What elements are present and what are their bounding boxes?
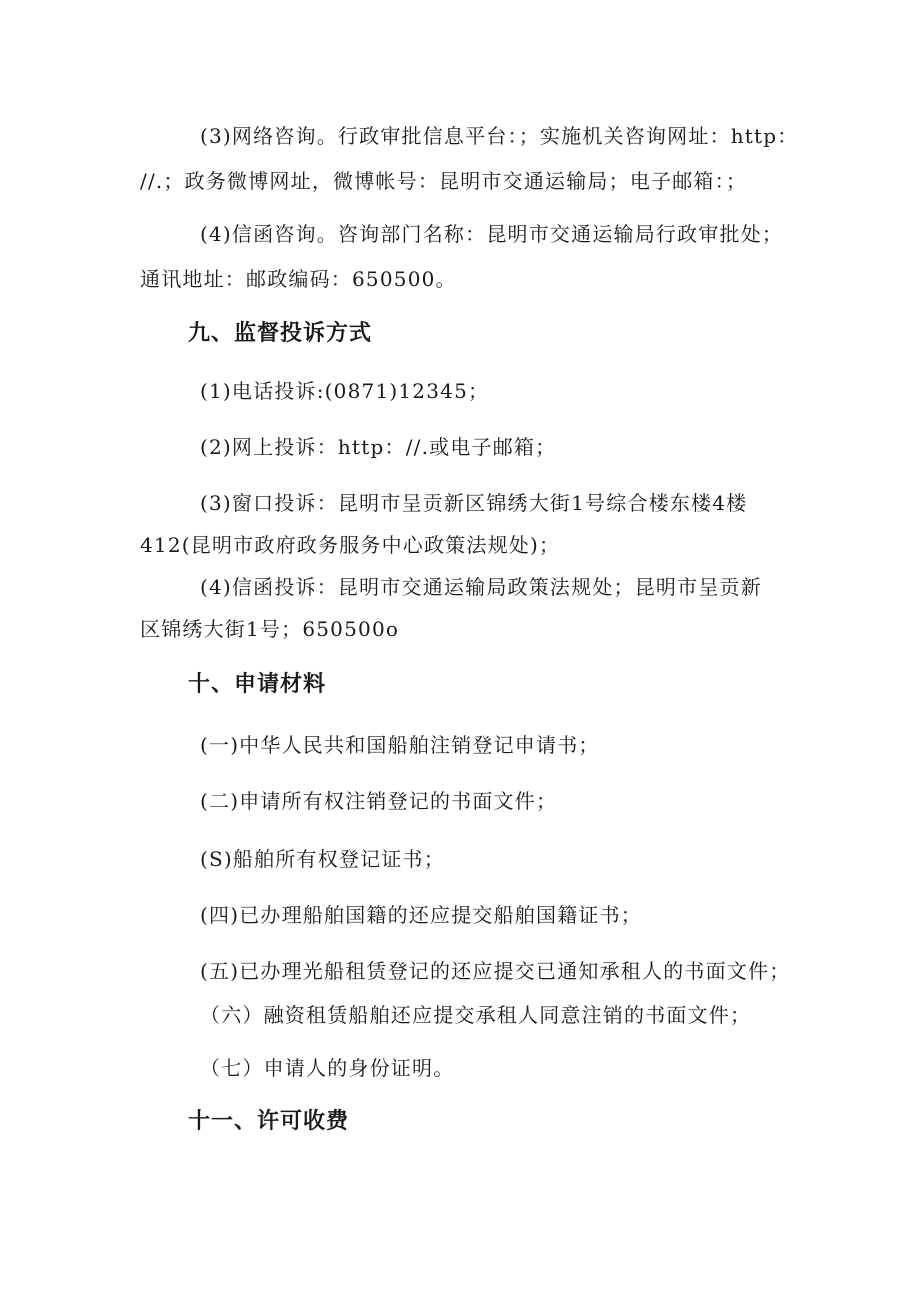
consult-network-line-2: //.；政务微博网址，微博帐号：昆明市交通运输局；电子邮箱：； <box>140 169 748 193</box>
consult-network-line-1: (3)网络咨询。行政审批信息平台：；实施机关咨询网址：http： <box>200 124 799 148</box>
section-heading-complaint: 九、监督投诉方式 <box>188 321 373 346</box>
material-item-5: (五)已办理光船租赁登记的还应提交已通知承租人的书面文件； <box>200 959 791 983</box>
complaint-window-line-1: (3)窗口投诉：昆明市呈贡新区锦绣大街1号综合楼东楼4楼 <box>200 491 748 515</box>
complaint-letter-line-2: 区锦绣大街1号；650500o <box>140 617 400 641</box>
complaint-window-line-2: 412(昆明市政府政务服务中心政策法规处)； <box>140 533 561 557</box>
section-heading-materials: 十、申请材料 <box>188 672 327 697</box>
material-item-7: （七）申请人的身份证明。 <box>200 1056 455 1080</box>
complaint-online: (2)网上投诉：http：//.或电子邮箱； <box>200 435 557 459</box>
material-item-3: (S)船舶所有权登记证书； <box>200 847 445 871</box>
complaint-letter-line-1: (4)信函投诉：昆明市交通运输局政策法规处；昆明市呈贡新 <box>200 575 762 599</box>
material-item-4: (四)已办理船舶国籍的还应提交船舶国籍证书； <box>200 903 643 927</box>
consult-letter-line-1: (4)信函咨询。咨询部门名称：昆明市交通运输局行政审批处； <box>200 222 784 246</box>
material-item-2: (二)申请所有权注销登记的书面文件； <box>200 789 558 813</box>
section-heading-fees: 十一、许可收费 <box>188 1109 350 1134</box>
material-item-1: (一)中华人民共和国船舶注销登记申请书； <box>200 733 600 757</box>
material-item-6: （六）融资租赁船舶还应提交承租人同意注销的书面文件； <box>200 1003 752 1027</box>
complaint-phone: (1)电话投诉:(0871)12345； <box>200 379 490 403</box>
consult-letter-line-2: 通讯地址：邮政编码：650500。 <box>140 267 457 291</box>
